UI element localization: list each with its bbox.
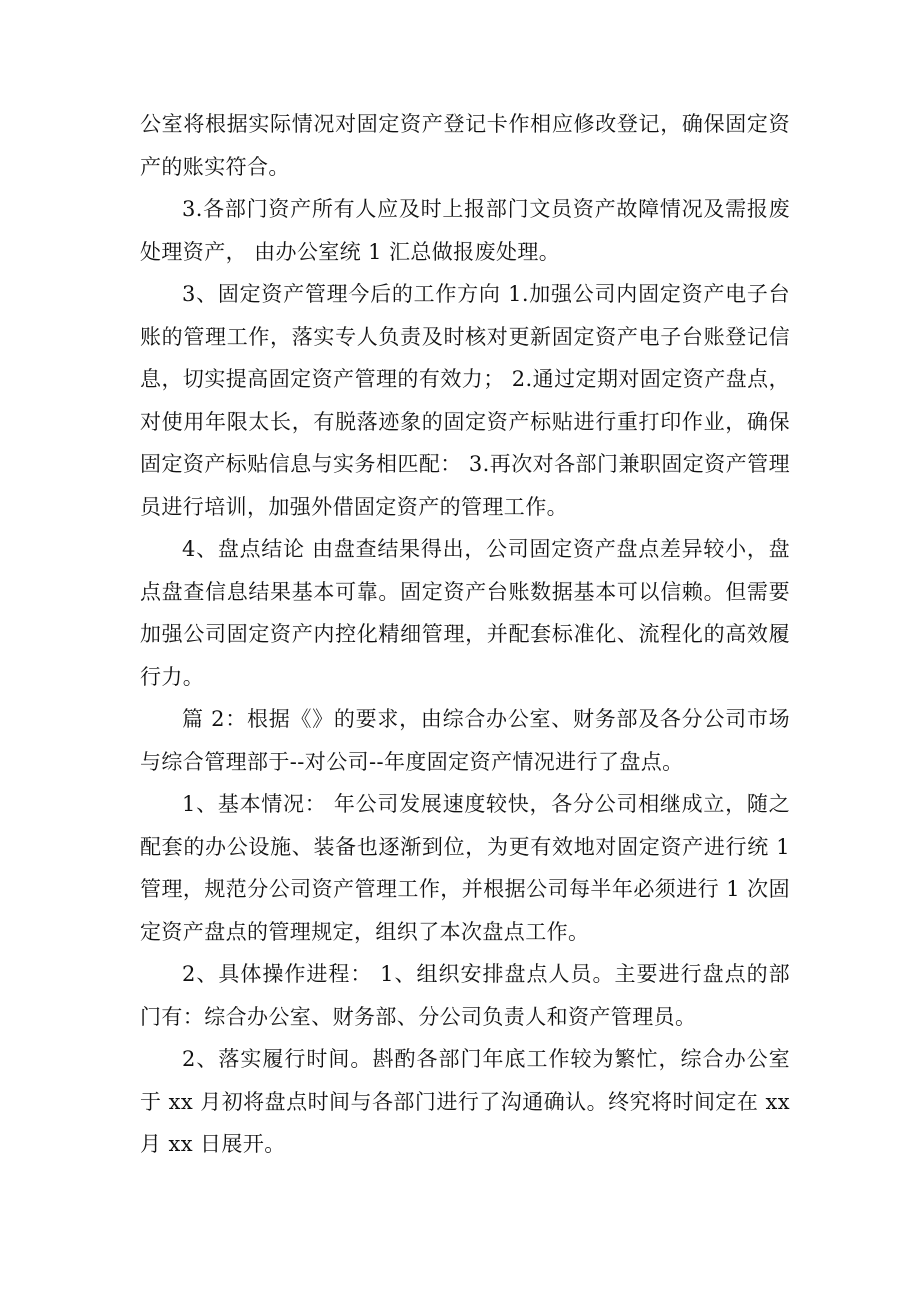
document-body [140,103,790,1166]
paragraph: 4、盘点结论 由盘查结果得出，公司固定资产盘点差异较小，盘点盘查信息结果基本可靠。固定资产台账数据基本可以信赖。但需要加强公司固定资产内控化精细管理，并配套标准化、流程化的高效履行力。 [140,537,790,689]
paragraph: 篇 2：根据《》的要求，由综合办公室、财务部及各分公司市场与综合管理部于--对公司--年度固定资产情况进行了盘点。 [140,707,790,774]
paragraph: 3.各部门资产所有人应及时上报部门文员资产故障情况及需报废处理资产， 由办公室统 1 汇总做报废处理。 [140,197,790,264]
paragraph: 2、落实履行时间。斟酌各部门年底工作较为繁忙，综合办公室于 xx 月初将盘点时间与各部门进行了沟通确认。终究将时间定在 xx 月 xx 日展开。 [140,1047,790,1156]
paragraph: 2、具体操作进程： 1、组织安排盘点人员。主要进行盘点的部门有：综合办公室、财务部、分公司负责人和资产管理员。 [140,962,790,1029]
paragraph: 公室将根据实际情况对固定资产登记卡作相应修改登记，确保固定资产的账实符合。 [140,112,790,179]
paragraph: 3、固定资产管理今后的工作方向 1.加强公司内固定资产电子台账的管理工作，落实专人负责及时核对更新固定资产电子台账登记信息，切实提高固定资产管理的有效力； 2.通过定期对固定资产盘点，对使用年限太长，有脱落迹象的固定资产标贴进行重打印作业，确保固定资产标贴信息与实务相匹配： 3.再次对各部门兼职固定资产管理员进行培训，加强外借固定资产的管理工作。 [140,282,790,519]
paragraph: 1、基本情况： 年公司发展速度较快，各分公司相继成立，随之配套的办公设施、装备也逐渐到位，为更有效地对固定资产进行统 1 管理，规范分公司资产管理工作，并根据公司每半年必须进行 1 次固定资产盘点的管理规定，组织了本次盘点工作。 [140,792,790,944]
